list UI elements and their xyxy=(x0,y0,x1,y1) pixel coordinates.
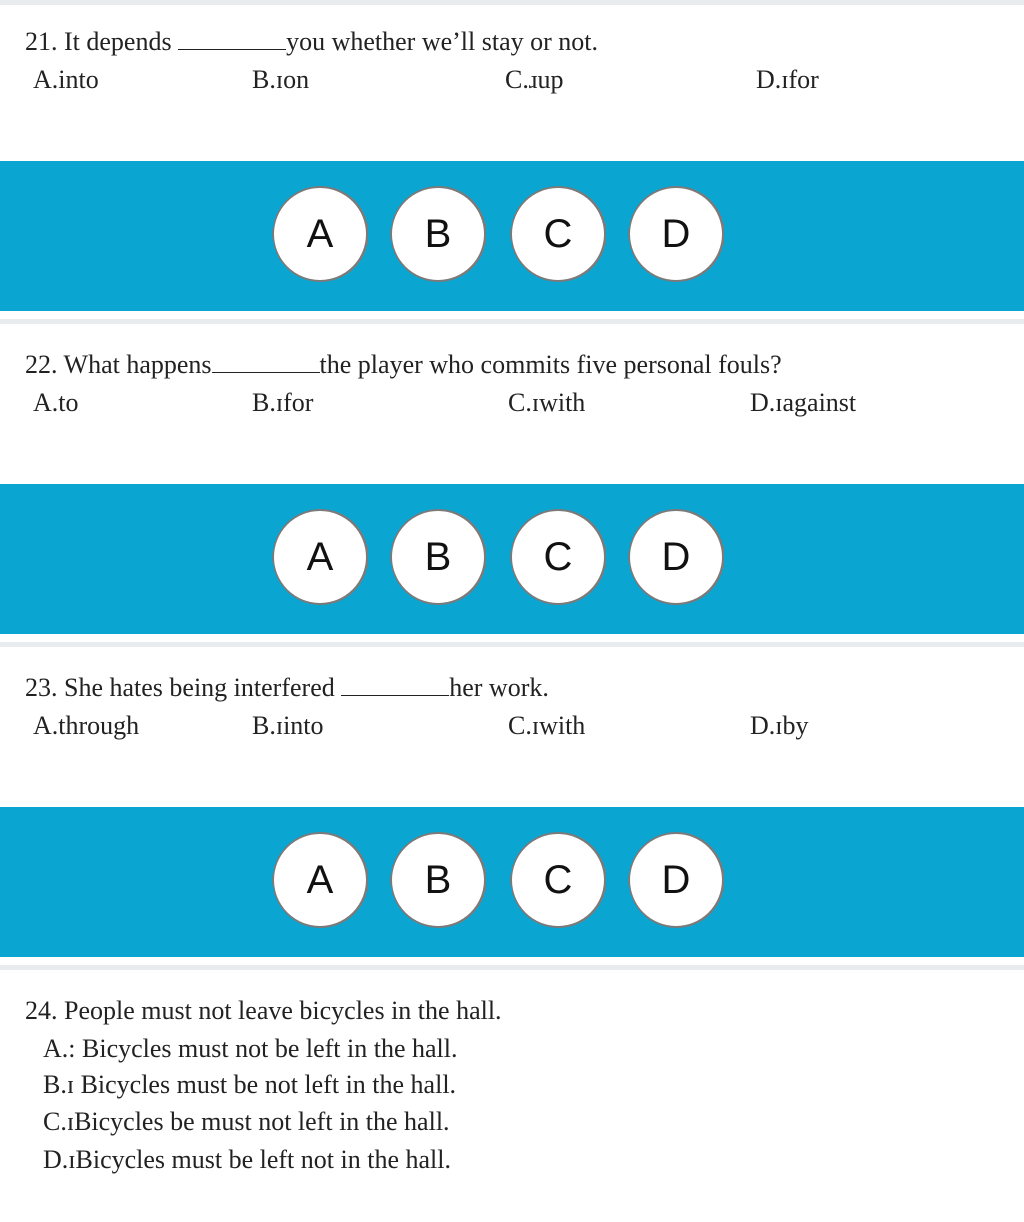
option-a: A.to xyxy=(33,388,79,417)
answer-choices-bar-22 xyxy=(0,484,1024,634)
question-text xyxy=(25,26,598,58)
question-text xyxy=(25,672,549,704)
answer-choices-bar-21 xyxy=(0,161,1024,311)
choice-b-button[interactable]: B xyxy=(390,186,486,282)
choice-c-button[interactable]: C xyxy=(510,186,606,282)
choice-d-button[interactable]: D xyxy=(628,186,724,282)
answer-blank xyxy=(341,673,449,696)
option-d: D.ɪagainst xyxy=(750,388,857,417)
option-c: C.ɹup xyxy=(505,65,564,94)
question-text: 24. People must not leave bicycles in the hall. xyxy=(25,996,502,1025)
question-prompt: 22. What happens xyxy=(25,350,212,379)
choice-a-button[interactable]: A xyxy=(272,509,368,605)
option-c: C.ɪwith xyxy=(508,711,586,740)
option-b: B.ɪfor xyxy=(252,388,314,417)
question-prompt: 23. She hates being interfered xyxy=(25,673,342,702)
option-d: D.ɪfor xyxy=(756,65,819,94)
option-c: C.ɪBicycles be must not left in the hall. xyxy=(43,1107,450,1136)
option-b: B.ɪon xyxy=(252,65,310,94)
divider xyxy=(0,965,1024,970)
question-prompt: 21. It depends xyxy=(25,27,179,56)
option-d: D.ɪby xyxy=(750,711,809,740)
answer-blank xyxy=(212,350,320,373)
choice-d-button[interactable]: D xyxy=(628,509,724,605)
choice-c-button[interactable]: C xyxy=(510,832,606,928)
divider xyxy=(0,642,1024,647)
option-d: D.ɪBicycles must be left not in the hall. xyxy=(43,1145,451,1174)
option-a: A.into xyxy=(33,65,99,94)
choice-b-button[interactable]: B xyxy=(390,509,486,605)
choice-c-button[interactable]: C xyxy=(510,509,606,605)
divider xyxy=(0,319,1024,324)
answer-blank xyxy=(178,27,286,50)
choice-b-button[interactable]: B xyxy=(390,832,486,928)
question-text xyxy=(25,349,782,381)
question-prompt-end: you whether we’ll stay or not. xyxy=(286,27,599,56)
question-prompt-end: the player who commits five personal fouls? xyxy=(319,350,782,379)
choice-a-button[interactable]: A xyxy=(272,186,368,282)
answer-choices-bar-23 xyxy=(0,807,1024,957)
option-b: B.ɪ Bicycles must be not left in the hall. xyxy=(43,1070,457,1099)
option-a: A.: Bicycles must not be left in the hall. xyxy=(43,1034,458,1063)
choice-d-button[interactable]: D xyxy=(628,832,724,928)
divider xyxy=(0,0,1024,5)
question-prompt-end: her work. xyxy=(449,673,549,702)
option-c: C.ɪwith xyxy=(508,388,586,417)
option-b: B.ɪinto xyxy=(252,711,324,740)
option-a: A.through xyxy=(33,711,140,740)
choice-a-button[interactable]: A xyxy=(272,832,368,928)
